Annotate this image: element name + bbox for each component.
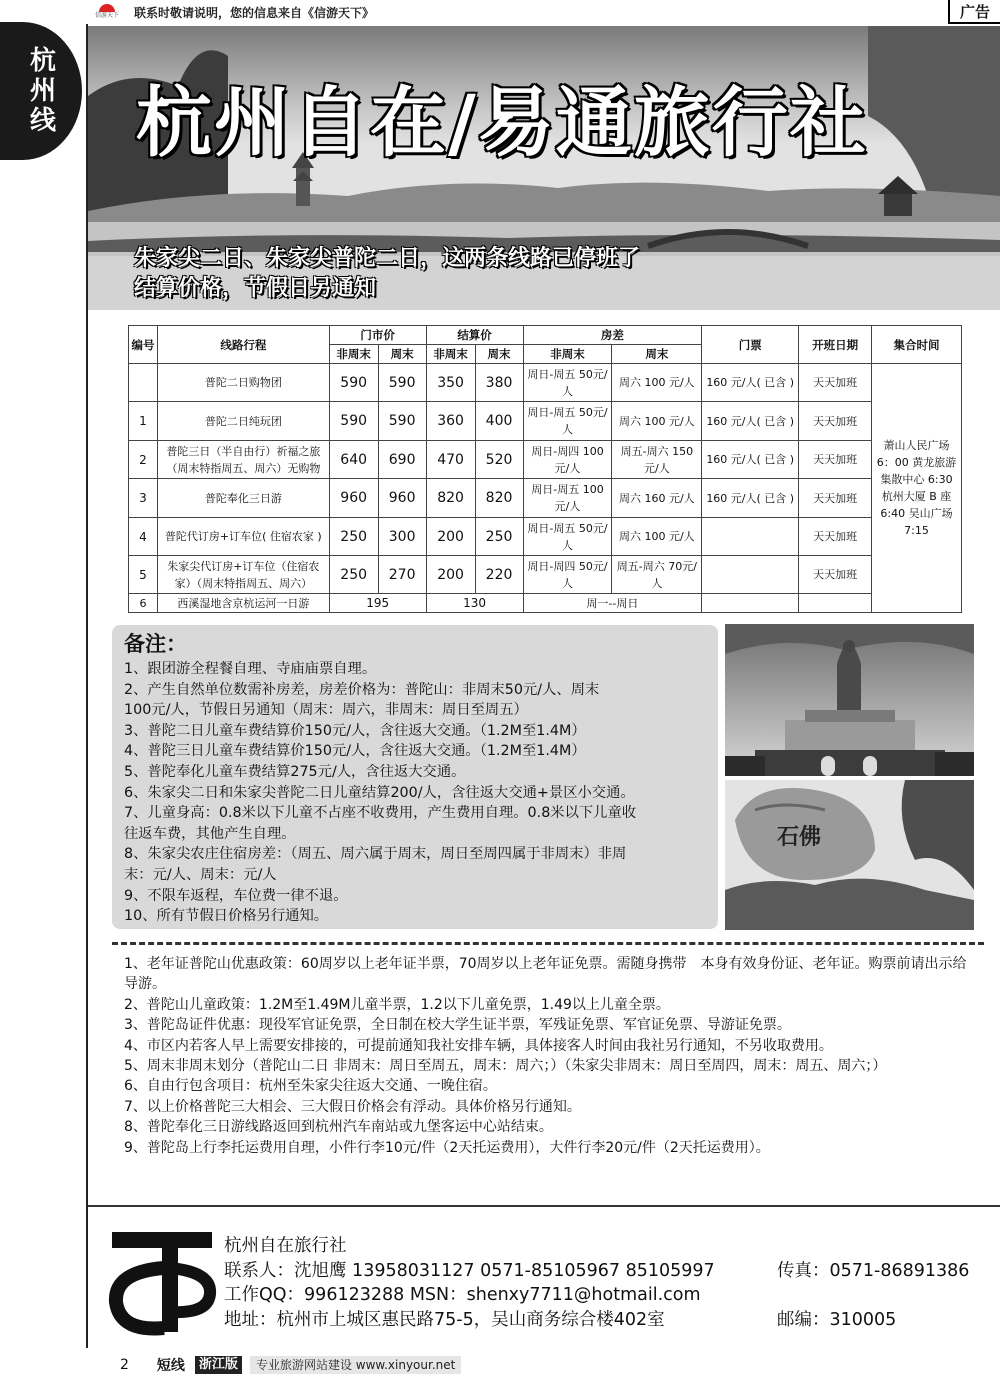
notes-line: 7、儿童身高：0.8米以下儿童不占座不收费用，产生费用自理。0.8米以下儿童收 bbox=[124, 805, 637, 822]
cell-settle-weekend: 220 bbox=[475, 556, 523, 594]
magazine-logo: 信游天下 bbox=[86, 2, 128, 22]
header-room-diff: 房差 bbox=[523, 326, 702, 345]
cell-settle-weekend: 250 bbox=[475, 518, 523, 556]
cell-route: 普陀二日购物团 bbox=[157, 364, 329, 402]
cell-settle-weekend: 520 bbox=[475, 441, 523, 479]
table-row bbox=[129, 594, 962, 613]
cell-start-date: 天天加班 bbox=[799, 479, 872, 518]
notes-line: 9、不限车返程，车位费一律不退。 bbox=[124, 887, 348, 904]
page-number: 2 bbox=[120, 1356, 129, 1373]
footer-site: 专业旅游网站建设 www.xinyour.net bbox=[250, 1356, 461, 1374]
notes-title: 备注： bbox=[124, 632, 187, 656]
postcode: 邮编：310005 bbox=[777, 1309, 897, 1330]
cell-room-weekday: 周日-周四 50元/人 bbox=[523, 556, 612, 594]
cell-door-weekday: 590 bbox=[329, 364, 378, 402]
side-tab-label: 杭州线 bbox=[25, 46, 56, 136]
cell-settle-price: 130 bbox=[426, 594, 523, 613]
cell-ticket bbox=[702, 518, 799, 556]
cell-ticket bbox=[702, 556, 799, 594]
contact-block bbox=[224, 1234, 994, 1332]
header-settle-price: 结算价 bbox=[426, 326, 523, 345]
ad-tag: 广告 bbox=[948, 0, 1000, 24]
cell-num bbox=[129, 364, 158, 402]
header-room-weekday: 非周末 bbox=[523, 345, 612, 364]
cell-start-date: 天天加班 bbox=[799, 364, 872, 402]
top-bar bbox=[86, 0, 948, 24]
policy-line: 5、周末非周末划分（普陀山二日 非周末：周日至周五，周末：周六；）（朱家尖非周末：周日至周四，周末：周五、周六；） bbox=[124, 1058, 887, 1075]
notes-line: 4、普陀三日儿童车费结算价150元/人，含往返大交通。（1.2M至1.4M） bbox=[124, 743, 586, 760]
cell-door-weekend: 590 bbox=[378, 402, 426, 441]
cell-route: 普陀二日纯玩团 bbox=[157, 402, 329, 441]
cell-room-weekday: 周日-周五 50元/人 bbox=[523, 402, 612, 441]
cell-room-weekend: 周六 160 元/人 bbox=[612, 479, 702, 518]
policy-line: 7、以上价格普陀三大相会、三大假日价格会有浮动。具体价格另行通知。 bbox=[124, 1098, 581, 1115]
policy-line: 2、普陀山儿童政策：1.2M至1.49M儿童半票，1.2以下儿童免票，1.49以上儿童全票。 bbox=[124, 996, 670, 1013]
company-name: 杭州自在旅行社 bbox=[224, 1236, 347, 1256]
policy-line: 9、普陀岛上行李托运费用自理，小件行李10元/件（2天托运费用），大件行李20元/件（2天托运费用）。 bbox=[124, 1139, 770, 1156]
header-door-price: 门市价 bbox=[329, 326, 426, 345]
agency-logo bbox=[108, 1228, 218, 1336]
notes-line: 5、普陀奉化儿童车费结算275元/人，含往返大交通。 bbox=[124, 763, 466, 780]
header-start-date: 开班日期 bbox=[799, 326, 872, 364]
cell-settle-weekday: 200 bbox=[426, 556, 475, 594]
header-settle-weekday: 非周末 bbox=[426, 345, 475, 364]
hero-subtitle bbox=[134, 244, 640, 304]
notes-line: 6、朱家尖二日和朱家尖普陀二日儿童结算200/人，含往返大交通+景区小交通。 bbox=[124, 784, 635, 801]
sun-icon bbox=[99, 4, 115, 12]
page-footer bbox=[0, 1352, 1000, 1377]
cell-start-date: 天天加班 bbox=[799, 402, 872, 441]
cell-start-date: 天天加班 bbox=[799, 441, 872, 479]
contact-line bbox=[224, 1259, 994, 1284]
hero-title: 杭州自在/易通旅行社 bbox=[136, 78, 868, 167]
policy-line: 3、普陀岛证件优惠：现役军官证免票，全日制在校大学生证半票，军残证免票、军官证免票、导游证免票。 bbox=[124, 1017, 791, 1034]
header-door-weekend: 周末 bbox=[378, 345, 426, 364]
cell-num: 5 bbox=[129, 556, 158, 594]
cell-gather-time: 萧山人民广场 6：00 黄龙旅游集散中心 6:30 杭州大厦 B 座 6:40 吴山广场 7:15 bbox=[872, 364, 962, 613]
top-stripe-decoration bbox=[416, 0, 946, 22]
notes-line: 10、所有节假日价格另行通知。 bbox=[124, 908, 329, 925]
notes-line: 1、跟团游全程餐自理、寺庙庙票自理。 bbox=[124, 661, 377, 677]
cell-start-date bbox=[799, 594, 872, 613]
cell-route: 普陀奉化三日游 bbox=[157, 479, 329, 518]
cell-settle-weekday: 820 bbox=[426, 479, 475, 518]
stone-buddha-photo bbox=[725, 780, 974, 930]
cell-room-weekend: 周六 100 元/人 bbox=[612, 402, 702, 441]
header-room-weekend: 周末 bbox=[612, 345, 702, 364]
contact-person-phones: 联系人：沈旭鹰 13958031127 0571-85105967 85105997 bbox=[224, 1260, 715, 1281]
cell-ticket: 160 元/人( 已含 ) bbox=[702, 441, 799, 479]
cell-ticket bbox=[702, 594, 799, 613]
cell-settle-weekend: 400 bbox=[475, 402, 523, 441]
cell-route: 西溪湿地含京杭运河一日游 bbox=[157, 594, 329, 613]
cell-room-weekday: 周日-周五 50元/人 bbox=[523, 518, 612, 556]
hero-subtitle-line-2: 结算价格，节假日另通知 bbox=[134, 276, 377, 301]
cell-settle-weekday: 470 bbox=[426, 441, 475, 479]
header-door-weekday: 非周末 bbox=[329, 345, 378, 364]
cell-room-weekend: 周六 100 元/人 bbox=[612, 518, 702, 556]
cell-start-date: 天天加班 bbox=[799, 518, 872, 556]
policy-line: 1、老年证普陀山优惠政策：60周岁以上老年证半票，70周岁以上老年证免票。需随身携带 本身有效身份证、老年证。购票前请出示给导游。 bbox=[124, 956, 967, 993]
cell-num: 2 bbox=[129, 441, 158, 479]
address: 地址：杭州市上城区惠民路75-5，吴山商务综合楼402室 bbox=[224, 1309, 665, 1330]
guanyin-statue-photo bbox=[725, 624, 974, 776]
policy-section bbox=[124, 954, 976, 1158]
policy-line: 4、市区内若客人早上需要安排接的，可提前通知我社安排车辆，具体接客人时间由我社另行通知，不另收取费用。 bbox=[124, 1037, 833, 1054]
route-price-table bbox=[128, 325, 962, 613]
notes-line: 往返车费，其他产生自理。 bbox=[124, 825, 296, 842]
fax: 传真：0571-86891386 bbox=[777, 1260, 970, 1281]
stone-inscription: 石佛 bbox=[777, 824, 822, 850]
table-row bbox=[129, 518, 962, 556]
cell-ticket: 160 元/人( 已含 ) bbox=[702, 402, 799, 441]
address-line bbox=[224, 1308, 994, 1333]
cell-num: 1 bbox=[129, 402, 158, 441]
side-tab bbox=[0, 22, 82, 160]
cell-settle-weekday: 360 bbox=[426, 402, 475, 441]
cell-door-weekday: 250 bbox=[329, 556, 378, 594]
cell-door-weekend: 590 bbox=[378, 364, 426, 402]
cell-route: 朱家尖代订房+订车位（住宿农家）（周末特指周五、周六） bbox=[157, 556, 329, 594]
cell-room-weekday: 周日-周四 100元/人 bbox=[523, 441, 612, 479]
header-gather-time: 集合时间 bbox=[872, 326, 962, 364]
cell-door-weekend: 960 bbox=[378, 479, 426, 518]
cell-door-weekday: 250 bbox=[329, 518, 378, 556]
cell-door-weekend: 690 bbox=[378, 441, 426, 479]
notes-line: 3、普陀二日儿童车费结算价150元/人，含往返大交通。（1.2M至1.4M） bbox=[124, 722, 586, 739]
table-row bbox=[129, 441, 962, 479]
header-route: 线路行程 bbox=[157, 326, 329, 364]
cell-start-date: 天天加班 bbox=[799, 556, 872, 594]
cell-room-weekday: 周日-周五 50元/人 bbox=[523, 364, 612, 402]
cell-room-diff: 周一--周日 bbox=[523, 594, 702, 613]
cell-settle-weekend: 820 bbox=[475, 479, 523, 518]
cell-num: 3 bbox=[129, 479, 158, 518]
notes-line: 2、产生自然单位数需补房差，房差价格为：普陀山：非周末50元/人、周末 bbox=[124, 681, 600, 698]
cell-route: 普陀三日（半自由行）祈福之旅（周末特指周五、周六）无购物 bbox=[157, 441, 329, 479]
header-ticket: 门票 bbox=[702, 326, 799, 364]
header-num: 编号 bbox=[129, 326, 158, 364]
cell-num: 6 bbox=[129, 594, 158, 613]
table-row bbox=[129, 364, 962, 402]
cell-ticket: 160 元/人( 已含 ) bbox=[702, 364, 799, 402]
cell-settle-weekday: 350 bbox=[426, 364, 475, 402]
cell-settle-weekday: 200 bbox=[426, 518, 475, 556]
cell-door-weekday: 640 bbox=[329, 441, 378, 479]
notes-line: 100元/人，节假日另通知（周末：周六，非周末：周日至周五） bbox=[124, 702, 528, 719]
hero-subtitle-line-1: 朱家尖二日、朱家尖普陀二日，这两条线路已停班了 bbox=[134, 246, 641, 271]
cell-ticket: 160 元/人( 已含 ) bbox=[702, 479, 799, 518]
cell-door-weekday: 960 bbox=[329, 479, 378, 518]
notes-box bbox=[112, 625, 718, 929]
policy-line: 6、自由行包含项目：杭州至朱家尖往返大交通、一晚住宿。 bbox=[124, 1078, 497, 1095]
notes-line: 8、朱家尖农庄住宿房差：（周五、周六属于周末，周日至周四属于非周末）非周 bbox=[124, 846, 627, 863]
cell-settle-weekend: 380 bbox=[475, 364, 523, 402]
cell-door-weekday: 590 bbox=[329, 402, 378, 441]
cell-door-price: 195 bbox=[329, 594, 426, 613]
notes-line: 末：元/人、周末：元/人 bbox=[124, 866, 277, 883]
cell-room-weekend: 周五-周六 70元/人 bbox=[612, 556, 702, 594]
hero-banner bbox=[88, 26, 1000, 310]
cell-room-weekend: 周六 100 元/人 bbox=[612, 364, 702, 402]
policy-line: 8、普陀奉化三日游线路返回到杭州汽车南站或九堡客运中心站结束。 bbox=[124, 1119, 553, 1136]
qq-msn: 工作QQ：996123288 MSN：shenxy7711@hotmail.com bbox=[224, 1285, 701, 1305]
header-settle-weekend: 周末 bbox=[475, 345, 523, 364]
cell-door-weekend: 270 bbox=[378, 556, 426, 594]
table-row bbox=[129, 556, 962, 594]
footer-section: 短线 bbox=[156, 1357, 185, 1374]
cell-num: 4 bbox=[129, 518, 158, 556]
dashed-divider bbox=[112, 942, 984, 945]
cell-route: 普陀代订房+订车位( 住宿农家 ) bbox=[157, 518, 329, 556]
cell-room-weekday: 周日-周五 100元/人 bbox=[523, 479, 612, 518]
top-note: 联系时敬请说明，您的信息来自《信游天下》 bbox=[134, 5, 375, 20]
section-divider bbox=[88, 1205, 1000, 1207]
cell-door-weekend: 300 bbox=[378, 518, 426, 556]
cell-room-weekend: 周五-周六 150元/人 bbox=[612, 441, 702, 479]
footer-edition: 浙江版 bbox=[195, 1356, 242, 1374]
table-row bbox=[129, 402, 962, 441]
table-row bbox=[129, 479, 962, 518]
